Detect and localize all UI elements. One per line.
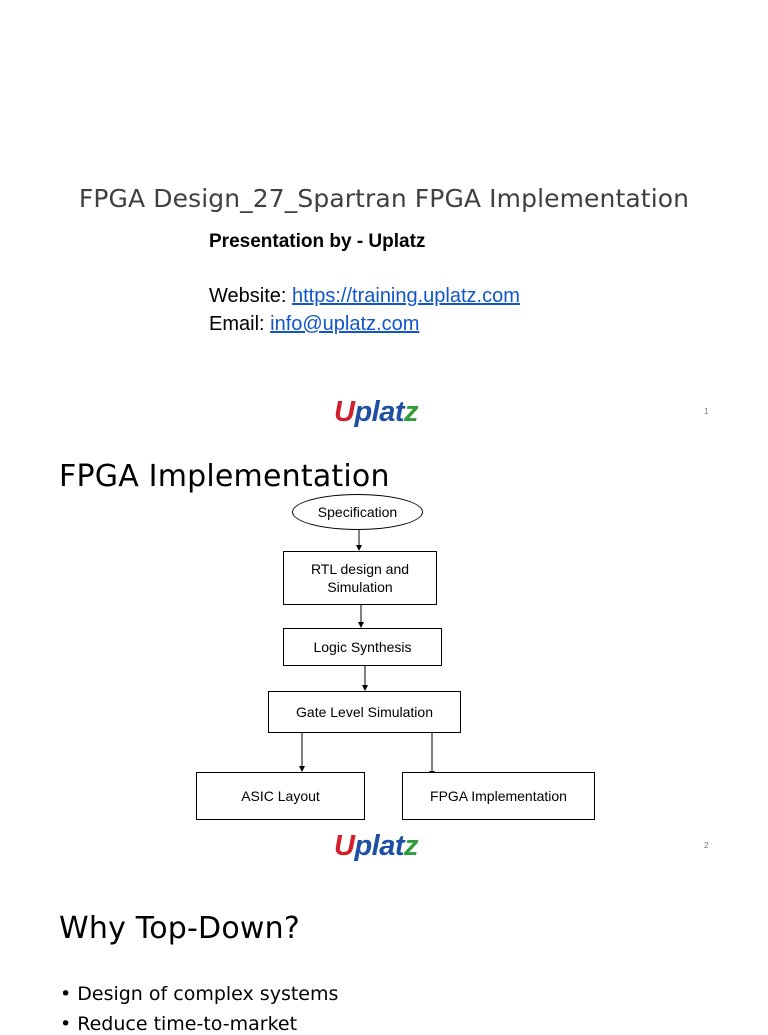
- logo-u: U: [334, 830, 355, 862]
- slide1-page-number: 1: [704, 407, 709, 416]
- presenter-line: Presentation by - Uplatz: [209, 231, 426, 252]
- flow-fpga-implementation-label: FPGA Implementation: [430, 788, 567, 804]
- flow-specification-label: Specification: [317, 504, 398, 520]
- slide1-title: FPGA Design_27_Spartran FPGA Implementation: [78, 184, 690, 213]
- flow-rtl-label-line2: Simulation: [327, 579, 393, 595]
- flow-logic-synthesis-label: Logic Synthesis: [313, 639, 412, 655]
- email-label: Email:: [209, 313, 271, 335]
- flow-asic-layout: [196, 772, 365, 820]
- bullet-text: Design of complex systems: [77, 983, 339, 1005]
- logo-z: z: [404, 830, 419, 862]
- flow-specification: [292, 494, 423, 530]
- slide3-title: Why Top-Down?: [59, 911, 300, 946]
- bullet-dot: •: [60, 1013, 78, 1035]
- email-link[interactable]: info@uplatz.com: [270, 313, 420, 335]
- logo-u: U: [334, 396, 355, 428]
- flow-rtl-design: [283, 551, 437, 605]
- bullet-item: [60, 1013, 297, 1035]
- bullet-text: Reduce time-to-market: [77, 1013, 298, 1035]
- flow-asic-layout-label: ASIC Layout: [241, 788, 320, 804]
- logo-z: z: [404, 396, 419, 428]
- website-label: Website:: [209, 285, 292, 307]
- logo-plat: plat: [354, 830, 405, 862]
- logo-plat: plat: [354, 396, 405, 428]
- bullet-dot: •: [60, 983, 78, 1005]
- flow-gate-level-label: Gate Level Simulation: [296, 704, 433, 720]
- slide2-title: FPGA Implementation: [59, 459, 390, 494]
- slide2-page-number: 2: [704, 841, 709, 850]
- flow-fpga-implementation: [402, 772, 595, 820]
- bullet-item: [60, 983, 338, 1005]
- flow-gate-level-simulation: [268, 691, 461, 733]
- website-link[interactable]: https://training.uplatz.com: [292, 285, 520, 307]
- flow-rtl-label-line1: RTL design and: [310, 561, 410, 577]
- uplatz-logo-2: [334, 830, 418, 863]
- flow-logic-synthesis: [283, 628, 442, 666]
